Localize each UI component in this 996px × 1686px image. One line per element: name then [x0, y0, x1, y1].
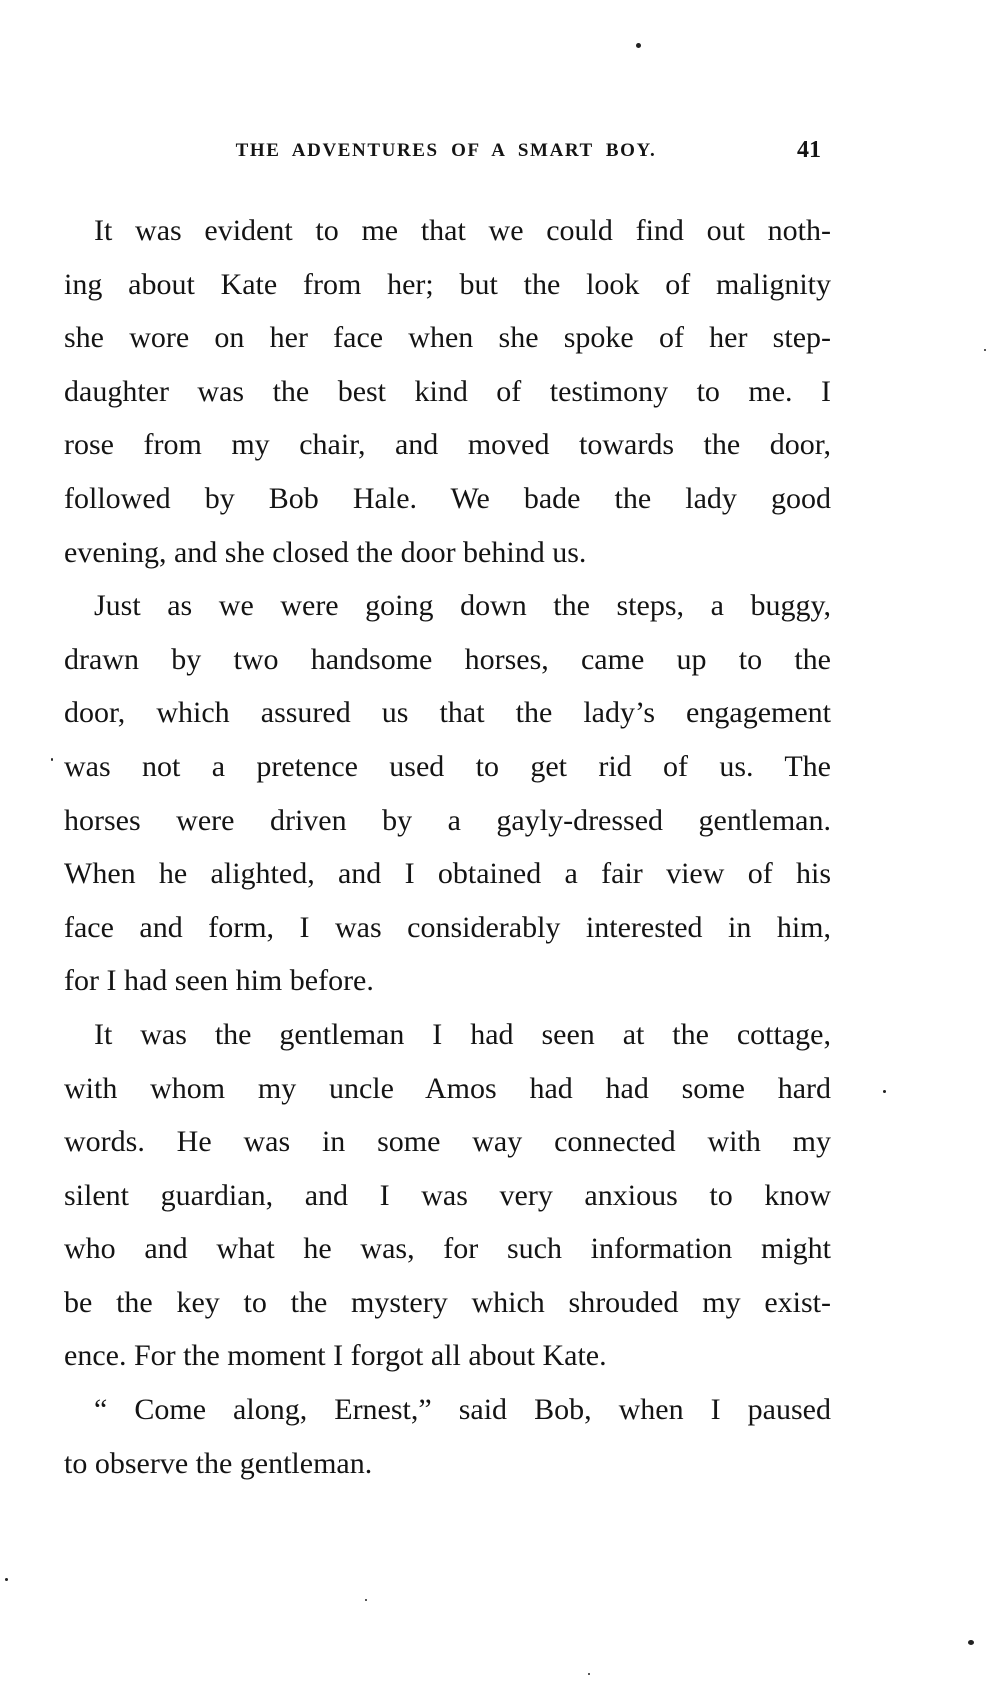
text-line: face and form, I was considerably interested in him,	[64, 910, 831, 944]
scan-speck	[5, 1578, 8, 1581]
text-line: was not a pretence used to get rid of us. The	[64, 749, 831, 783]
text-line: drawn by two handsome horses, came up to the	[64, 642, 831, 676]
scan-speck	[51, 758, 53, 761]
scan-speck	[588, 1673, 590, 1675]
page-number: 41	[797, 137, 821, 163]
text-line: horses were driven by a gayly-dressed gentleman.	[64, 803, 831, 837]
body-text	[64, 204, 831, 1490]
text-line: When he alighted, and I obtained a fair view of his	[64, 857, 831, 891]
text-line: evening, and she closed the door behind us.	[64, 535, 587, 569]
scan-speck	[984, 349, 986, 351]
scan-speck	[636, 43, 641, 48]
text-line: with whom my uncle Amos had had some hard	[64, 1071, 831, 1105]
scan-speck	[365, 1599, 367, 1601]
text-line: Just as we were going down the steps, a buggy,	[94, 589, 831, 623]
text-line: followed by Bob Hale. We bade the lady good	[64, 481, 831, 515]
text-line: for I had seen him before.	[64, 964, 374, 998]
text-line: ing about Kate from her; but the look of malignity	[64, 267, 831, 301]
text-line: she wore on her face when she spoke of her step-	[64, 321, 831, 355]
text-line: silent guardian, and I was very anxious to know	[64, 1178, 831, 1212]
scan-speck	[968, 1640, 974, 1645]
running-head-title: THE ADVENTURES OF A SMART BOY.	[235, 140, 657, 161]
text-line: to observe the gentleman.	[64, 1446, 373, 1480]
text-line: be the key to the mystery which shrouded my exist-	[64, 1285, 831, 1319]
text-line: rose from my chair, and moved towards the door,	[64, 428, 831, 462]
text-line: who and what he was, for such information might	[64, 1232, 831, 1266]
text-line: words. He was in some way connected with my	[64, 1125, 831, 1159]
scan-speck	[883, 1090, 886, 1093]
text-line: ence. For the moment I forgot all about Kate.	[64, 1339, 607, 1373]
text-line: door, which assured us that the lady’s engagement	[64, 696, 831, 730]
text-line: It was the gentleman I had seen at the cottage,	[94, 1017, 831, 1051]
text-line: daughter was the best kind of testimony to me. I	[64, 374, 831, 408]
text-line: It was evident to me that we could find out noth-	[94, 214, 831, 247]
text-line: “ Come along, Ernest,” said Bob, when I paused	[94, 1393, 831, 1427]
